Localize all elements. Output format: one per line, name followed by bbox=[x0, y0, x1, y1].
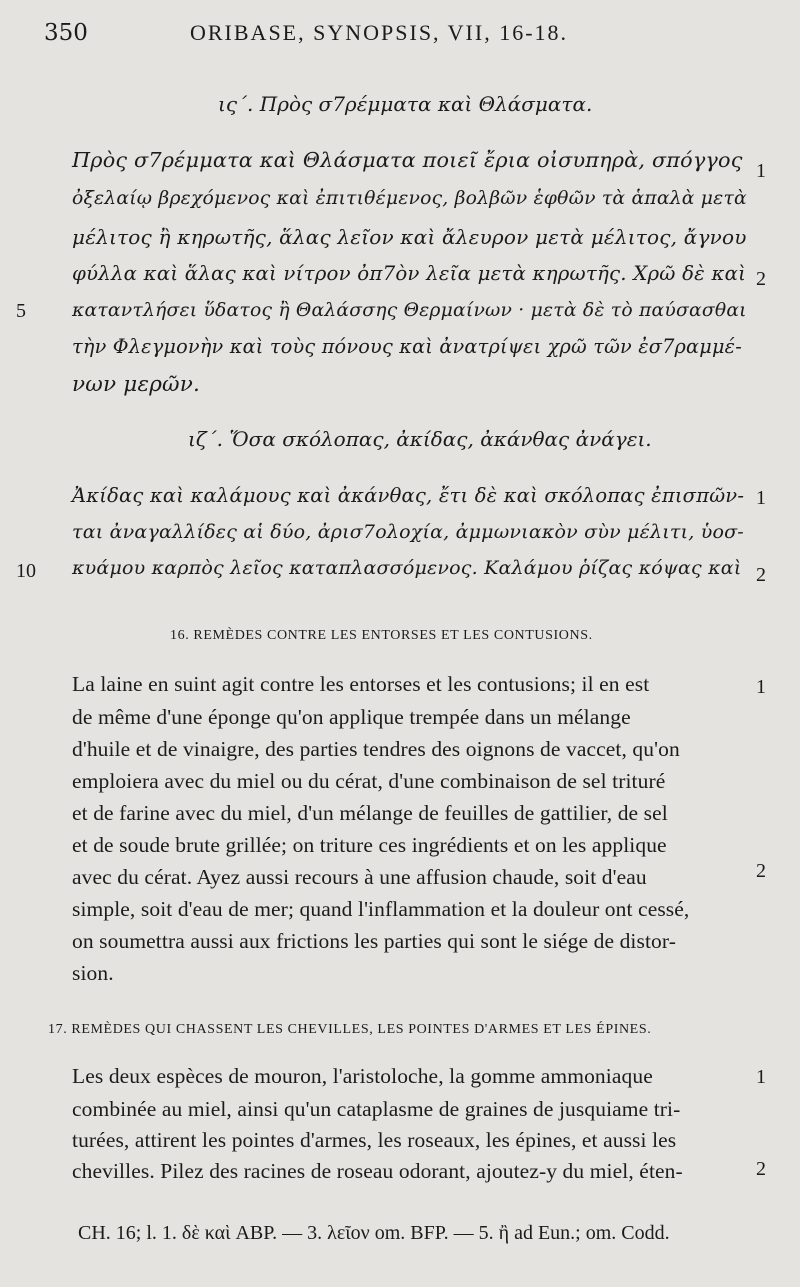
greek-17-line-3: κυάμου καρπὸς λεῖος καταπλασσόμενος. Καλάμου ῥίζας κόψας καὶ bbox=[72, 557, 742, 579]
greek-chapter-17-title: ιζ΄. Ὅσα σκόλοπας, ἀκίδας, ἀκάνθας ἀνάγει. bbox=[188, 427, 652, 451]
margin-section-1c: 1 bbox=[756, 676, 766, 698]
greek-16-line-2: ὀξελαίῳ βρεχόμενος καὶ ἐπιτιθέμενος, βολβῶν ἑφθῶν τὰ ἁπαλὰ μετὰ bbox=[72, 188, 747, 209]
french-16-line-6: et de soude brute grillée; on triture ces ingrédients et on les applique bbox=[72, 833, 667, 857]
french-17-line-2: combinée au miel, ainsi qu'un cataplasme de graines de jusquiame tri- bbox=[72, 1097, 681, 1121]
french-16-line-9: on soumettra aussi aux frictions les parties qui sont le siége de distor- bbox=[72, 929, 676, 953]
margin-line-10: 10 bbox=[16, 560, 36, 582]
french-16-line-5: et de farine avec du miel, d'un mélange de feuilles de gattilier, de sel bbox=[72, 801, 668, 825]
greek-16-line-5: καταντλήσει ὕδατος ἢ Θαλάσσης Θερμαίνων · μετὰ δὲ τὸ παύσασθαι bbox=[72, 300, 747, 321]
greek-16-line-3: μέλιτος ἢ κηρωτῆς, ἅλας λεῖον καὶ ἄλευρον μετὰ μέλιτος, ἄγνου bbox=[72, 225, 747, 249]
french-16-line-7: avec du cérat. Ayez aussi recours à une affusion chaude, soit d'eau bbox=[72, 865, 647, 889]
footnote-apparatus: CH. 16; l. 1. δὲ καὶ ABP. — 3. λεῖον om. BFP. — 5. ἢ ad Eun.; om. Codd. bbox=[78, 1222, 670, 1244]
greek-chapter-16-title: ις΄. Πρὸς σ7ρέμματα καὶ Θλάσματα. bbox=[218, 92, 593, 116]
margin-section-2b: 2 bbox=[756, 564, 766, 586]
greek-16-line-6: τὴν Φλεγμονὴν καὶ τοὺς πόνους καὶ ἀνατρίψει χρῶ τῶν ἐσ7ραμμέ- bbox=[72, 335, 742, 358]
french-16-line-2: de même d'une éponge qu'on applique trempée dans un mélange bbox=[72, 705, 631, 729]
french-chapter-17-title: 17. REMÈDES QUI CHASSENT LES CHEVILLES, LES POINTES D'ARMES ET LES ÉPINES. bbox=[48, 1022, 652, 1037]
margin-section-1d: 1 bbox=[756, 1066, 766, 1088]
margin-section-1b: 1 bbox=[756, 487, 766, 509]
french-16-line-8: simple, soit d'eau de mer; quand l'inflammation et la douleur ont cessé, bbox=[72, 897, 690, 921]
french-17-line-3: turées, attirent les pointes d'armes, les roseaux, les épines, et aussi les bbox=[72, 1128, 677, 1152]
greek-16-line-7: νων μερῶν. bbox=[72, 372, 201, 397]
french-17-line-1: Les deux espèces de mouron, l'aristoloche, la gomme ammoniaque bbox=[72, 1064, 653, 1088]
margin-section-2d: 2 bbox=[756, 1158, 766, 1180]
running-head bbox=[44, 20, 760, 50]
french-16-line-1: La laine en suint agit contre les entorses et les contusions; il en est bbox=[72, 672, 650, 696]
margin-section-2: 2 bbox=[756, 268, 766, 290]
margin-section-2c: 2 bbox=[756, 860, 766, 882]
margin-line-5: 5 bbox=[16, 300, 26, 322]
french-16-line-4: emploiera avec du miel ou du cérat, d'une combinaison de sel trituré bbox=[72, 769, 666, 793]
greek-16-line-4: φύλλα καὶ ἅλας καὶ νίτρον ὀπ7ὸν λεῖα μετὰ κηρωτῆς. Χρῶ δὲ καὶ bbox=[72, 262, 747, 285]
running-title: ORIBASE, SYNOPSIS, VII, 16-18. bbox=[190, 20, 569, 45]
greek-17-line-1: Ἀκίδας καὶ καλάμους καὶ ἀκάνθας, ἔτι δὲ καὶ σκόλοπας ἐπισπῶν- bbox=[72, 484, 745, 507]
french-16-line-10: sion. bbox=[72, 961, 114, 985]
french-17-line-4: chevilles. Pilez des racines de roseau odorant, ajoutez-y du miel, éten- bbox=[72, 1159, 683, 1183]
greek-16-line-1: Πρὸς σ7ρέμματα καὶ Θλάσματα ποιεῖ ἔρια οἰσυπηρὰ, σπόγγος bbox=[72, 148, 743, 172]
margin-section-1: 1 bbox=[756, 160, 766, 182]
page-number: 350 bbox=[44, 20, 88, 46]
greek-17-line-2: ται ἀναγαλλίδες αἱ δύο, ἀρισ7ολοχία, ἀμμωνιακὸν σὺν μέλιτι, ὑοσ- bbox=[72, 521, 744, 543]
french-16-line-3: d'huile et de vinaigre, des parties tendres des oignons de vaccet, qu'on bbox=[72, 737, 680, 761]
french-chapter-16-title: 16. REMÈDES CONTRE LES ENTORSES ET LES CONTUSIONS. bbox=[170, 628, 593, 643]
